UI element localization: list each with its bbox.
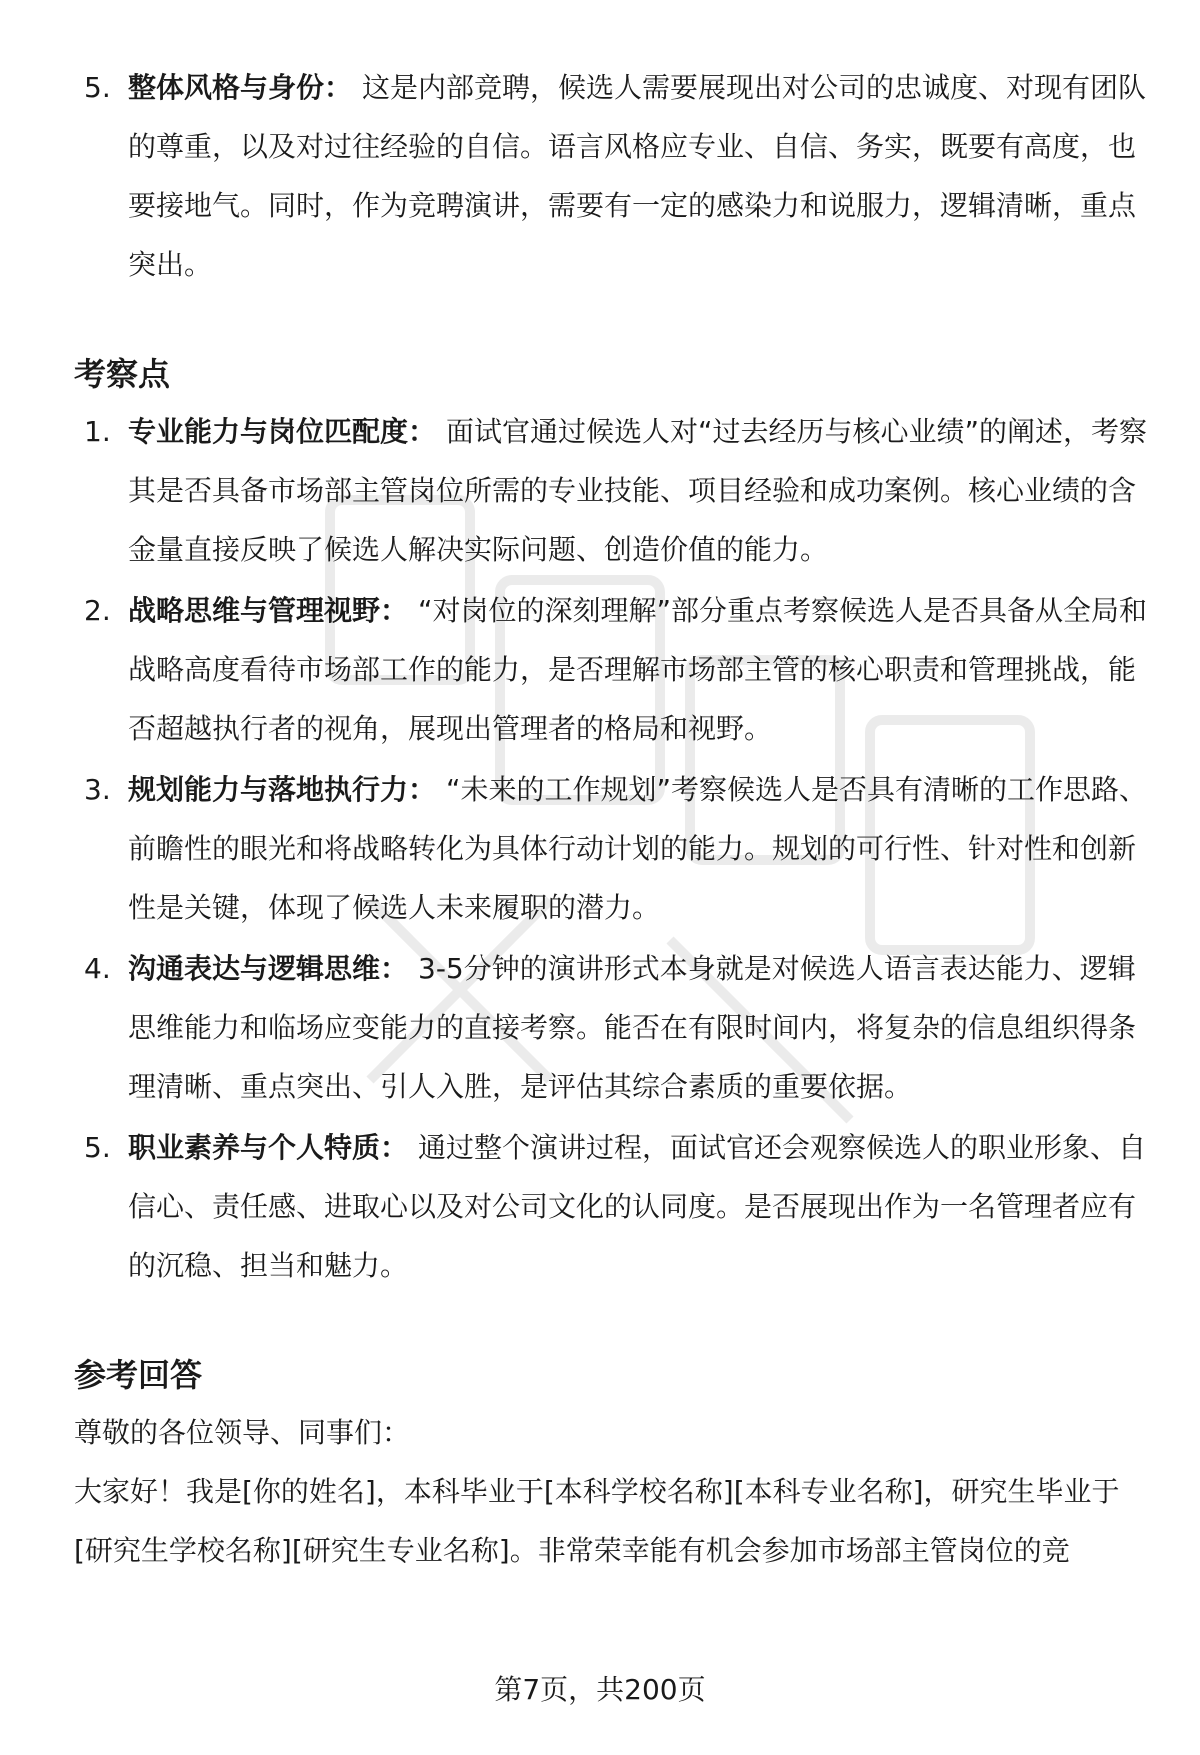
list-item-term: 职业素养与个人特质： [128, 1131, 409, 1164]
list-item-desc: 面试官通过候选人对“过去经历与核心业绩”的阐述，考察其是否具备市场部主管岗位所需的专业技能、项目经验和成功案例。核心业绩的含金量直接反映了候选人解决实际问题、创造价值的能力。 [128, 415, 1148, 566]
list-item-term: 规划能力与落地执行力： [128, 773, 437, 806]
kaochadian-list [74, 402, 1156, 1295]
top-numbered-list [74, 58, 1156, 294]
list-item-desc: “未来的工作规划”考察候选人是否具有清晰的工作思路、前瞻性的眼光和将战略转化为具体行动计划的能力。规划的可行性、针对性和创新性是关键，体现了候选人未来履职的潜力。 [128, 773, 1148, 924]
list-item [74, 581, 1156, 758]
intro-paragraph: 大家好！我是[你的姓名]，本科毕业于[本科学校名称][本科专业名称]，研究生毕业于[研究生学校名称][研究生专业名称]。非常荣幸能有机会参加市场部主管岗位的竞 [74, 1475, 1120, 1567]
list-item [74, 58, 1156, 294]
list-item [74, 760, 1156, 937]
document-body [74, 58, 1156, 1580]
page-footer: 第7页，共200页 [494, 1673, 706, 1706]
list-item-desc: 这是内部竞聘，候选人需要展现出对公司的忠诚度、对现有团队的尊重，以及对过往经验的自信。语言风格应专业、自信、务实，既要有高度，也要接地气。同时，作为竞聘演讲，需要有一定的感染力和说服力，逻辑清晰，重点突出。 [128, 71, 1147, 281]
list-item-number: 4. [84, 952, 111, 985]
list-item-desc: 通过整个演讲过程，面试官还会观察候选人的职业形象、自信心、责任感、进取心以及对公司文化的认同度。是否展现出作为一名管理者应有的沉稳、担当和魅力。 [128, 1131, 1147, 1282]
list-item-term: 沟通表达与逻辑思维： [128, 952, 409, 985]
list-item [74, 402, 1156, 579]
list-item-number: 5. [84, 1131, 111, 1164]
list-item-term: 整体风格与身份： [128, 71, 353, 104]
greeting-paragraph: 尊敬的各位领导、同事们： [74, 1416, 411, 1449]
list-item-term: 专业能力与岗位匹配度： [128, 415, 437, 448]
list-item [74, 1118, 1156, 1295]
list-item-number: 5. [84, 71, 111, 104]
list-item-number: 2. [84, 594, 111, 627]
list-item-number: 1. [84, 415, 111, 448]
list-item-number: 3. [84, 773, 111, 806]
list-item [74, 939, 1156, 1116]
list-item-desc: 3-5分钟的演讲形式本身就是对候选人语言表达能力、逻辑思维能力和临场应变能力的直接考察。能否在有限时间内，将复杂的信息组织得条理清晰、重点突出、引人入胜，是评估其综合素质的重要依据。 [128, 952, 1137, 1103]
section-heading-cankao: 参考回答 [74, 1356, 203, 1394]
list-item-desc: “对岗位的深刻理解”部分重点考察候选人是否具备从全局和战略高度看待市场部工作的能力，是否理解市场部主管的核心职责和管理挑战，能否超越执行者的视角，展现出管理者的格局和视野。 [128, 594, 1148, 745]
section-heading-kaochadian: 考察点 [74, 355, 171, 393]
list-item-term: 战略思维与管理视野： [128, 594, 409, 627]
